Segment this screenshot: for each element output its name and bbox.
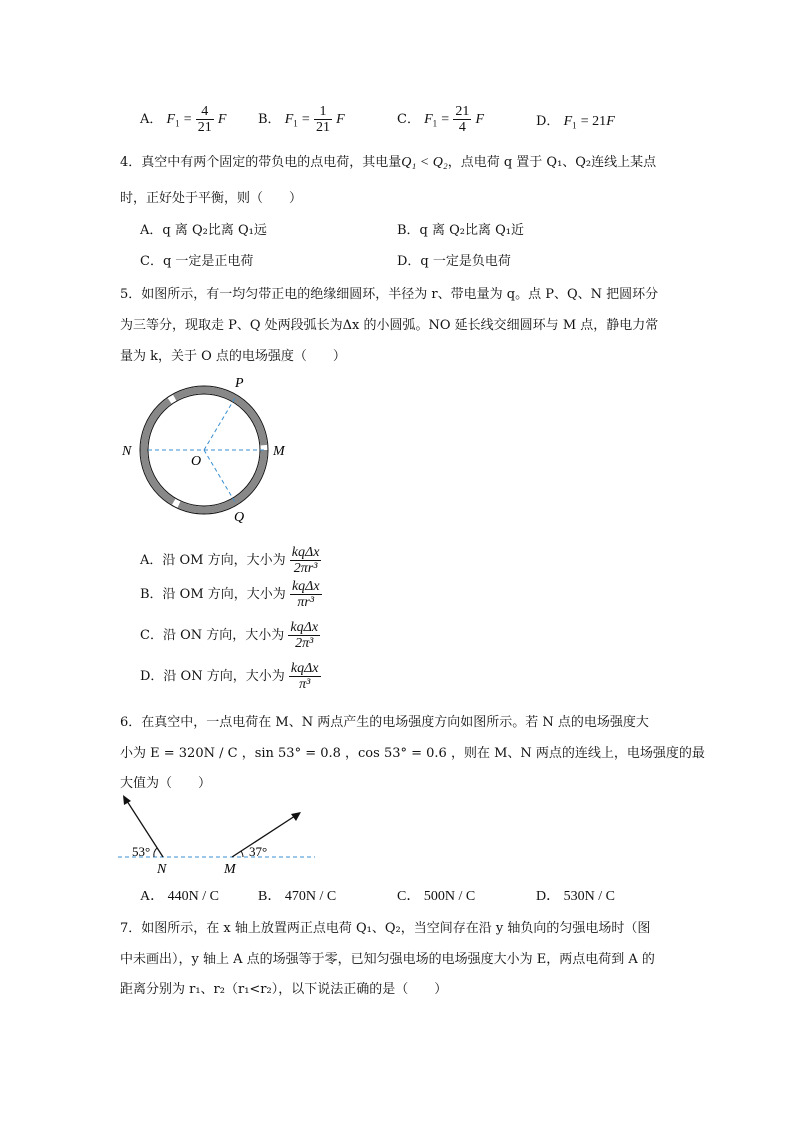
- q3-option-d[interactable]: D． $F_1 = 21F$: [536, 114, 615, 131]
- q6-option-c[interactable]: C． 500N / C: [397, 889, 476, 904]
- q5-stem-line-3: 量为 k，关于 O 点的电场强度（ ）: [120, 349, 346, 364]
- fraction: $\frac{1}{21}$: [315, 104, 330, 135]
- label-p: P: [235, 376, 244, 391]
- q7-stem-line-1: 7．如图所示，在 x 轴上放置两正点电荷 Q₁、Q₂，当空间存在沿 y 轴负向的匀强电场时（图: [120, 921, 651, 936]
- fraction: $\frac{\text{kqΔx}}{\text{π³}}$: [290, 661, 319, 692]
- fraction: $\frac{4}{21}$: [197, 104, 212, 135]
- ring-figure: [115, 370, 295, 525]
- q5-option-c[interactable]: C．沿 ON 方向，大小为 $\frac{\text{kqΔx}}{\text{2π³}}$: [140, 620, 319, 651]
- q7-stem-line-3: 距离分别为 r₁、r₂（r₁<r₂），以下说法正确的是（ ）: [120, 982, 448, 997]
- q6-option-d[interactable]: D． 530N / C: [536, 889, 615, 904]
- q6-option-a[interactable]: A． 440N / C: [140, 889, 219, 904]
- q4-option-d[interactable]: D．q 一定是负电荷: [397, 254, 511, 269]
- q7-stem-line-2: 中未画出），y 轴上 A 点的场强等于零，已知匀强电场的电场强度大小为 E，两点电荷到 A 的: [120, 952, 655, 967]
- q3-option-a[interactable]: A． $F_1$ = $\frac{4}{21}$ F: [140, 104, 227, 135]
- fraction: $\frac{\text{kqΔx}}{\text{2π³}}$: [290, 620, 319, 651]
- q6-option-b[interactable]: B． 470N / C: [258, 889, 337, 904]
- q6-stem-line-1: 6．在真空中，一点电荷在 M、N 两点产生的电场强度方向如图所示。若 N 点的电场强度大: [120, 715, 649, 730]
- q3-option-b[interactable]: B． $F_1$ = $\frac{1}{21}$ F: [258, 104, 345, 135]
- dashed-line-oq: [204, 450, 235, 502]
- angle-arc-m: [241, 851, 243, 857]
- arrowhead-n: [123, 795, 131, 805]
- angle-label-37: 37°: [249, 844, 268, 859]
- q4-option-c[interactable]: C．q 一定是正电荷: [140, 254, 254, 269]
- q6-stem-line-3: 大值为（ ）: [120, 776, 212, 791]
- q5-stem-line-1: 5．如图所示，有一均匀带正电的绝缘细圆环，半径为 r、带电量为 q。点 P、Q、N 把圆环分: [120, 287, 659, 302]
- angle-label-53: 53°: [132, 844, 151, 859]
- field-figure: [110, 790, 330, 882]
- label-m: M: [273, 444, 285, 459]
- q4-option-b[interactable]: B．q 离 Q₂比离 Q₁近: [397, 223, 525, 238]
- q4-stem-line-1: 4．真空中有两个固定的带负电的点电荷，其电量Q₁ < Q₂，点电荷 q 置于 Q₁、Q₂连线上某点: [120, 155, 657, 170]
- q5-option-d[interactable]: D．沿 ON 方向，大小为 $\frac{\text{kqΔx}}{\text{π³}}$: [140, 661, 319, 692]
- label-n: N: [157, 862, 167, 877]
- arrowhead-m: [291, 812, 301, 821]
- q4-stem-line-2: 时，正好处于平衡，则（ ）: [120, 191, 303, 206]
- q6-stem-line-2: 小为 E = 320N / C ，sin 53° = 0.8 ，cos 53° = 0.6 ，则在 M、N 两点的连线上，电场强度的最: [120, 746, 705, 761]
- fraction: $\frac{\text{kqΔx}}{\text{πr³}}$: [291, 579, 320, 610]
- label-q: Q: [234, 510, 245, 525]
- fraction: $\frac{21}{4}$: [455, 104, 470, 135]
- angle-arc-n: [154, 848, 157, 857]
- q4-option-a[interactable]: A．q 离 Q₂比离 Q₁远: [140, 223, 267, 238]
- q5-option-b[interactable]: B．沿 OM 方向，大小为 $\frac{\text{kqΔx}}{\text{πr³}}$: [140, 579, 320, 610]
- dashed-line-op: [204, 398, 235, 450]
- q3-option-c[interactable]: C． $F_1$ = $\frac{21}{4}$ F: [397, 104, 485, 135]
- label-n: N: [122, 444, 132, 459]
- label-m: M: [224, 862, 236, 877]
- fraction: $\frac{\text{kqΔx}}{\text{2πr³}}$: [291, 545, 320, 576]
- q5-stem-line-2: 为三等分，现取走 P、Q 处两段弧长为Δx 的小圆弧。NO 延长线交细圆环与 M 点，静电力常: [120, 318, 659, 333]
- label-o: O: [191, 454, 202, 469]
- q5-option-a[interactable]: A．沿 OM 方向，大小为 $\frac{\text{kqΔx}}{\text{2πr³}}$: [140, 545, 320, 576]
